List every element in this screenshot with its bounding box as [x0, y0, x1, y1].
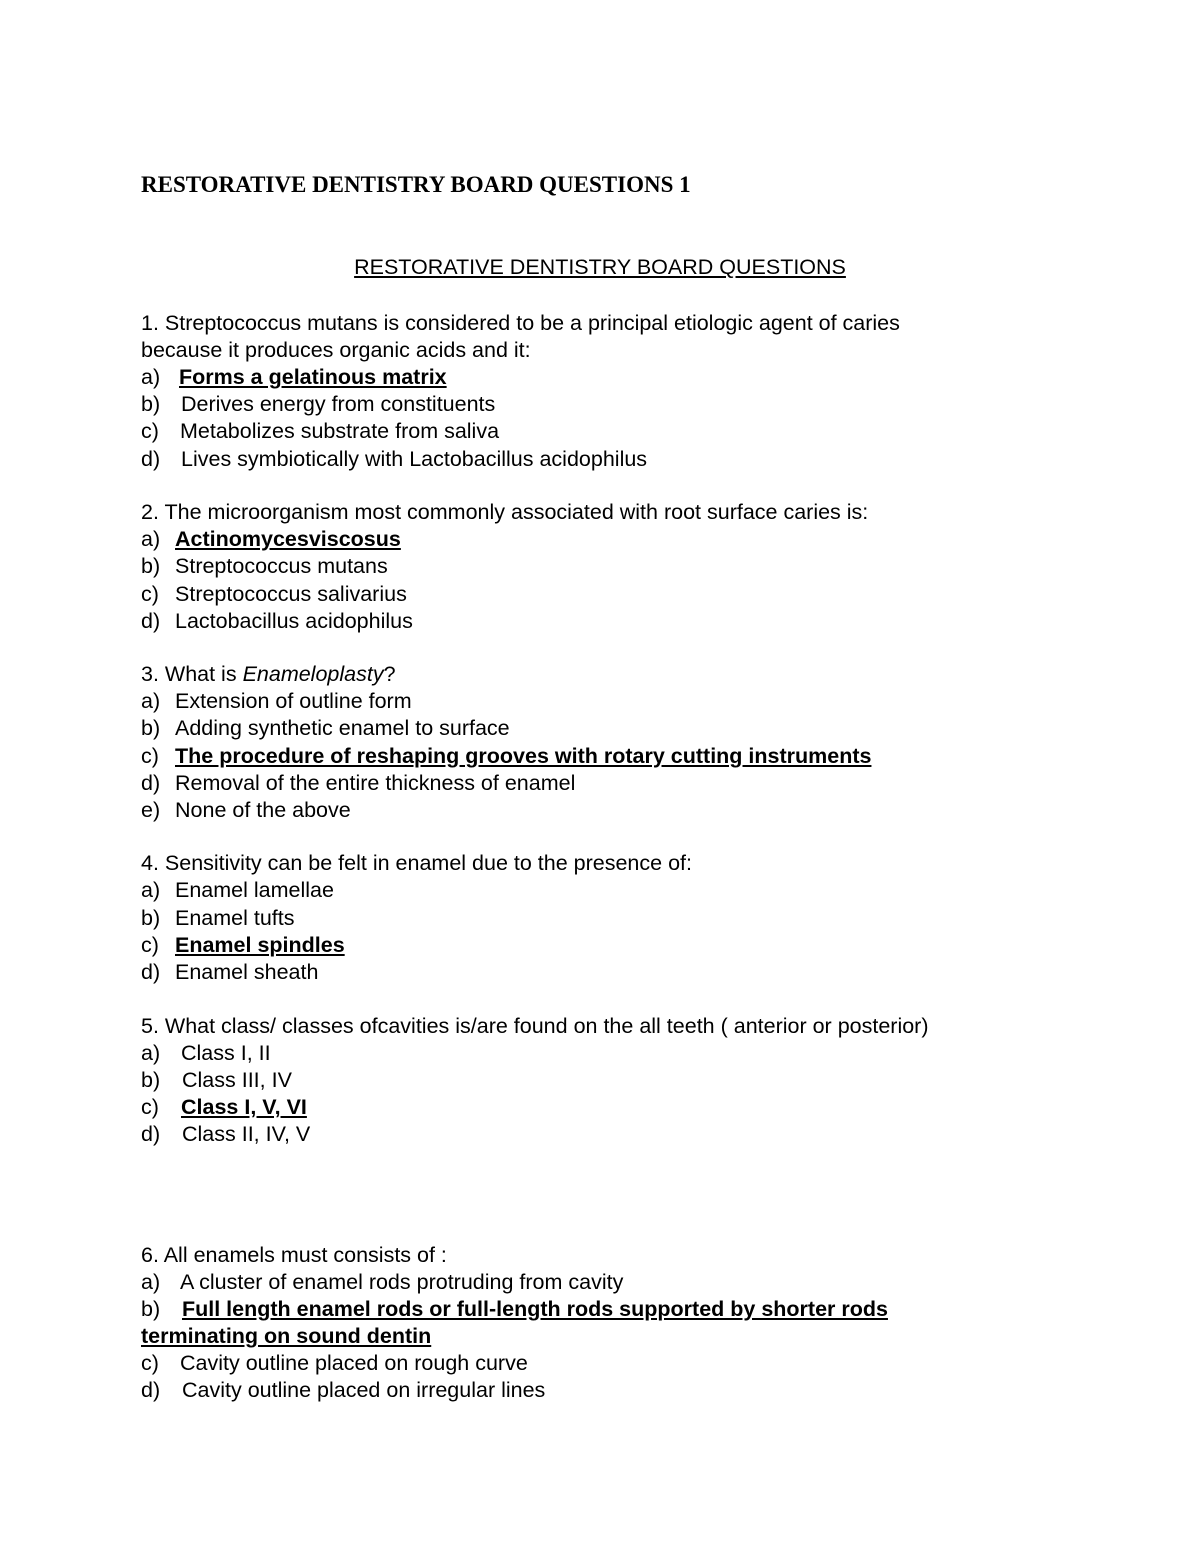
option-letter: c): [141, 582, 159, 606]
option-text: Cavity outline placed on rough curve: [180, 1351, 528, 1375]
stem-term: Enameloplasty: [242, 662, 384, 686]
question-4-option-c: [141, 932, 345, 959]
question-2-option-b: [141, 553, 388, 580]
option-letter: b): [141, 1068, 161, 1092]
question-2-option-c: [141, 581, 407, 608]
option-letter: b): [141, 392, 161, 416]
question-1-stem: 1. Streptococcus mutans is considered to be a principal etiologic agent of caries: [141, 311, 900, 335]
question-4-option-b: [141, 905, 295, 932]
option-text: Extension of outline form: [175, 689, 412, 713]
question-3-option-b: [141, 715, 510, 742]
question-5-option-c: [141, 1094, 307, 1121]
option-letter: b): [141, 716, 161, 740]
question-5-stem: 5. What class/ classes ofcavities is/are found on the all teeth ( anterior or posterior): [141, 1014, 929, 1038]
option-letter: c): [141, 744, 159, 768]
question-6-option-d: [141, 1377, 545, 1404]
correct-answer: The procedure of reshaping grooves with rotary cutting instruments: [175, 744, 872, 768]
question-2-option-d: [141, 608, 413, 635]
question-5-option-a: [141, 1040, 271, 1067]
question-3-option-a: [141, 688, 412, 715]
option-letter: e): [141, 798, 161, 822]
question-6-option-b: [141, 1296, 888, 1323]
option-text: A cluster of enamel rods protruding from cavity: [180, 1270, 624, 1294]
option-letter: c): [141, 1351, 159, 1375]
option-text: Enamel sheath: [175, 960, 319, 984]
question-1-stem-continued: because it produces organic acids and it:: [141, 338, 531, 362]
option-text: Cavity outline placed on irregular lines: [182, 1378, 546, 1402]
correct-answer: Enamel spindles: [175, 933, 345, 957]
option-letter: d): [141, 771, 161, 795]
option-letter: c): [141, 419, 159, 443]
question-6-option-a: [141, 1269, 623, 1296]
option-letter: d): [141, 1378, 161, 1402]
question-3-option-e: [141, 797, 351, 824]
option-letter: d): [141, 447, 161, 471]
correct-answer: Forms a gelatinous matrix: [179, 365, 447, 389]
option-letter: a): [141, 527, 161, 551]
option-text: Enamel lamellae: [175, 878, 334, 902]
document-title: RESTORATIVE DENTISTRY BOARD QUESTIONS: [354, 255, 846, 279]
option-text: Lactobacillus acidophilus: [175, 609, 413, 633]
option-letter: a): [141, 1270, 161, 1294]
option-letter: c): [141, 1095, 159, 1119]
document-header: RESTORATIVE DENTISTRY BOARD QUESTIONS 1: [141, 172, 691, 197]
question-1-option-d: [141, 446, 647, 473]
question-6-option-c: [141, 1350, 528, 1377]
option-letter: d): [141, 960, 161, 984]
option-text: None of the above: [175, 798, 351, 822]
question-1-option-a: [141, 364, 447, 391]
option-text: Streptococcus mutans: [175, 554, 388, 578]
option-text: Derives energy from constituents: [181, 392, 496, 416]
correct-answer: Class I, V, VI: [181, 1095, 307, 1119]
correct-answer: Full length enamel rods or full-length rods supported by shorter rods: [182, 1297, 888, 1321]
question-6-stem: 6. All enamels must consists of :: [141, 1243, 447, 1267]
question-1-option-b: [141, 391, 495, 418]
question-5-option-d: [141, 1121, 310, 1148]
question-3-option-d: [141, 770, 575, 797]
correct-answer: Actinomycesviscosus: [175, 527, 401, 551]
question-4-stem: 4. Sensitivity can be felt in enamel due to the presence of:: [141, 851, 692, 875]
option-letter: d): [141, 1122, 161, 1146]
question-4-option-a: [141, 877, 334, 904]
question-5-option-b: [141, 1067, 292, 1094]
stem-text: ?: [383, 662, 396, 686]
option-letter: b): [141, 554, 161, 578]
question-3-stem: [141, 661, 396, 688]
option-text: Class I, II: [181, 1041, 271, 1065]
option-letter: a): [141, 365, 161, 389]
option-text: Class III, IV: [182, 1068, 292, 1092]
option-text: Class II, IV, V: [182, 1122, 311, 1146]
question-6-option-b-continued: [141, 1323, 431, 1350]
option-text: Metabolizes substrate from saliva: [180, 419, 500, 443]
option-letter: d): [141, 609, 161, 633]
option-text: Removal of the entire thickness of enamel: [175, 771, 576, 795]
option-text: Enamel tufts: [175, 906, 295, 930]
stem-text: 3. What is: [141, 662, 243, 686]
option-text: Adding synthetic enamel to surface: [175, 716, 510, 740]
question-2-option-a: [141, 526, 401, 553]
option-letter: b): [141, 1297, 161, 1321]
question-2-stem: 2. The microorganism most commonly associated with root surface caries is:: [141, 500, 869, 524]
option-letter: c): [141, 933, 159, 957]
question-4-option-d: [141, 959, 318, 986]
option-letter: b): [141, 906, 161, 930]
option-letter: a): [141, 878, 161, 902]
option-letter: a): [141, 1041, 161, 1065]
option-letter: a): [141, 689, 161, 713]
option-text: Streptococcus salivarius: [175, 582, 407, 606]
correct-answer: terminating on sound dentin: [141, 1324, 432, 1348]
option-text: Lives symbiotically with Lactobacillus acidophilus: [181, 447, 648, 471]
question-3-option-c: [141, 743, 871, 770]
question-1-option-c: [141, 418, 499, 445]
